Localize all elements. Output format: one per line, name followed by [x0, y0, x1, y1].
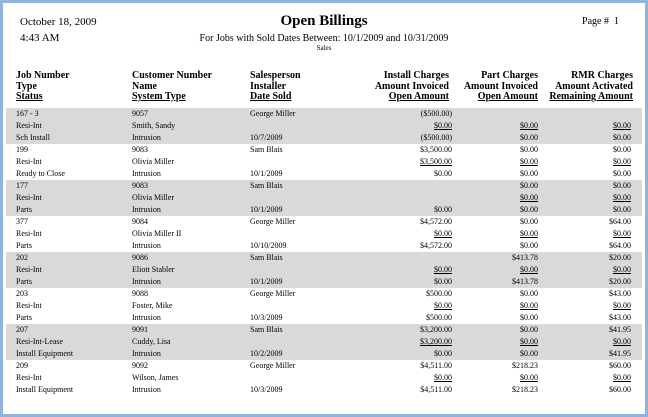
salesperson: George Miller	[250, 289, 296, 298]
customer-name: Olivia Miller	[132, 193, 174, 202]
install-charges: ($500.00)	[420, 109, 452, 118]
page-number-value: 1	[614, 16, 619, 27]
job-status: Parts	[16, 205, 32, 214]
part-open: $218.23	[512, 385, 538, 394]
rmr-activated: $0.00	[613, 193, 631, 202]
job-type: Resi-Int	[16, 157, 42, 166]
rmr-remaining: $43.00	[609, 313, 631, 322]
install-open: $0.00	[434, 277, 452, 286]
job-number: 203	[16, 289, 28, 298]
salesperson: Sam Blais	[250, 325, 283, 334]
job-status: Ready to Close	[16, 169, 65, 178]
install-open: $0.00	[434, 205, 452, 214]
part-open: $413.78	[512, 277, 538, 286]
rmr-remaining: $0.00	[613, 205, 631, 214]
header-install-invoiced: Amount Invoiced	[374, 80, 449, 92]
customer-name: Eliott Stabler	[132, 265, 175, 274]
part-charges: $218.23	[512, 361, 538, 370]
install-invoiced: $3,500.00	[420, 157, 452, 166]
rmr-activated: $0.00	[613, 373, 631, 382]
install-open: $0.00	[434, 349, 452, 358]
part-charges: $0.00	[520, 325, 538, 334]
rmr-remaining: $0.00	[613, 169, 631, 178]
customer-number: 9084	[132, 217, 148, 226]
salesperson: George Miller	[250, 361, 296, 370]
records-list	[6, 108, 642, 396]
rmr-activated: $0.00	[613, 301, 631, 310]
rmr-charges: $43.00	[609, 289, 631, 298]
customer-number: 9088	[132, 289, 148, 298]
customer-number: 9086	[132, 253, 148, 262]
header-part-invoiced: Amount Invoiced	[463, 80, 538, 92]
system-type: Intrusion	[132, 133, 161, 142]
part-invoiced: $0.00	[520, 373, 538, 382]
column-header-parts	[448, 71, 538, 103]
system-type: Intrusion	[132, 169, 161, 178]
system-type: Intrusion	[132, 313, 161, 322]
job-status: Parts	[16, 277, 32, 286]
column-header-install	[329, 71, 449, 103]
part-invoiced: $0.00	[520, 157, 538, 166]
salesperson: Sam Blais	[250, 181, 283, 190]
install-invoiced: $0.00	[434, 373, 452, 382]
customer-number: 9091	[132, 325, 148, 334]
job-number: 209	[16, 361, 28, 370]
header-part-open: Open Amount	[477, 91, 538, 102]
part-charges: $0.00	[520, 145, 538, 154]
install-invoiced: $0.00	[434, 301, 452, 310]
date-sold: 10/1/2009	[250, 205, 283, 214]
part-invoiced: $0.00	[520, 121, 538, 130]
job-number: 202	[16, 253, 28, 262]
customer-name: Olivia Miller II	[132, 229, 182, 238]
job-type: Resi-Int	[16, 373, 42, 382]
header-job-number: Job Number	[16, 70, 70, 81]
system-type: Intrusion	[132, 205, 161, 214]
install-open: ($500.00)	[420, 133, 452, 142]
part-open: $0.00	[520, 169, 538, 178]
rmr-charges: $20.00	[609, 253, 631, 262]
job-type: Resi-Int-Lease	[16, 337, 64, 346]
customer-name: Olivia Miller	[132, 157, 174, 166]
job-status: Sch Install	[16, 133, 50, 142]
rmr-remaining: $60.00	[609, 385, 631, 394]
system-type: Intrusion	[132, 241, 161, 250]
table-row[interactable]	[6, 360, 642, 396]
job-status: Install Equipment	[16, 385, 74, 394]
job-status: Parts	[16, 241, 32, 250]
install-invoiced: $0.00	[434, 121, 452, 130]
rmr-charges: $0.00	[613, 145, 631, 154]
rmr-remaining: $20.00	[609, 277, 631, 286]
job-type: Resi-Int	[16, 229, 42, 238]
column-header-rmr	[533, 71, 633, 103]
date-sold: 10/10/2009	[250, 241, 287, 250]
table-row[interactable]	[6, 180, 642, 216]
job-status: Install Equipment	[16, 349, 74, 358]
part-invoiced: $0.00	[520, 265, 538, 274]
install-open: $500.00	[426, 313, 452, 322]
customer-name: Cuddy, Lisa	[132, 337, 171, 346]
install-open: $0.00	[434, 169, 452, 178]
header-install-charges: Install Charges	[383, 70, 449, 81]
header-salesperson: Salesperson	[250, 70, 301, 81]
customer-number: 9083	[132, 181, 148, 190]
install-charges: $4,572.00	[420, 217, 452, 226]
part-charges: $413.78	[512, 253, 538, 262]
rmr-charges: $64.00	[609, 217, 631, 226]
header-date-sold: Date Sold	[250, 91, 292, 102]
header-rmr-activated: Amount Activated	[554, 80, 633, 92]
rmr-charges: $60.00	[609, 361, 631, 370]
customer-name: Wilson, James	[132, 373, 179, 382]
header-installer: Installer	[250, 80, 287, 92]
rmr-activated: $0.00	[613, 121, 631, 130]
header-install-open: Open Amount	[388, 91, 449, 102]
date-sold: 10/1/2009	[250, 169, 283, 178]
system-type: Intrusion	[132, 277, 161, 286]
customer-name: Foster, Mike	[132, 301, 173, 310]
table-row[interactable]	[6, 216, 642, 252]
job-number: 207	[16, 325, 28, 334]
part-invoiced: $0.00	[520, 193, 538, 202]
part-charges: $0.00	[520, 217, 538, 226]
job-number: 167 - 3	[16, 109, 39, 118]
customer-number: 9083	[132, 145, 148, 154]
install-invoiced: $3,200.00	[420, 337, 452, 346]
salesperson: George Miller	[250, 217, 296, 226]
report-page	[3, 3, 645, 414]
column-header-job	[16, 71, 126, 103]
job-status: Parts	[16, 313, 32, 322]
part-charges: $0.00	[520, 181, 538, 190]
header-system-type: System Type	[132, 91, 186, 102]
date-sold: 10/7/2009	[250, 133, 283, 142]
report-sales-label: Sales	[316, 44, 332, 52]
install-charges: $500.00	[426, 289, 452, 298]
customer-number: 9057	[132, 109, 148, 118]
job-number: 177	[16, 181, 28, 190]
date-sold: 10/1/2009	[250, 277, 283, 286]
rmr-charges: $0.00	[613, 181, 631, 190]
salesperson: Sam Blais	[250, 145, 283, 154]
date-sold: 10/3/2009	[250, 313, 283, 322]
header-customer-number: Customer Number	[132, 70, 213, 81]
column-headers	[3, 71, 645, 107]
table-row[interactable]	[6, 324, 642, 360]
rmr-charges: $41.95	[609, 325, 631, 334]
header-status: Status	[16, 91, 43, 102]
page-label: Page #	[582, 16, 609, 27]
part-open: $0.00	[520, 133, 538, 142]
part-open: $0.00	[520, 313, 538, 322]
rmr-remaining: $64.00	[609, 241, 631, 250]
page-number	[582, 16, 619, 27]
rmr-activated: $0.00	[613, 229, 631, 238]
table-row[interactable]	[6, 144, 642, 180]
part-open: $0.00	[520, 241, 538, 250]
header-name: Name	[132, 80, 157, 92]
part-open: $0.00	[520, 349, 538, 358]
part-invoiced: $0.00	[520, 229, 538, 238]
job-number: 199	[16, 145, 28, 154]
system-type: Intrusion	[132, 349, 161, 358]
install-invoiced: $0.00	[434, 229, 452, 238]
job-number: 377	[16, 217, 28, 226]
customer-number: 9092	[132, 361, 148, 370]
part-charges: $0.00	[520, 289, 538, 298]
part-invoiced: $0.00	[520, 337, 538, 346]
install-open: $4,572.00	[420, 241, 452, 250]
report-subtitle: For Jobs with Sold Dates Between: 10/1/2009 and 10/31/2009	[199, 33, 449, 44]
job-type: Resi-Int	[16, 265, 42, 274]
header-rmr-remaining: Remaining Amount	[549, 91, 633, 102]
job-type: Resi-Int	[16, 193, 42, 202]
install-charges: $3,500.00	[420, 145, 452, 154]
job-type: Resi-Int	[16, 301, 42, 310]
install-open: $4,511.00	[420, 385, 452, 394]
salesperson: George Miller	[250, 109, 296, 118]
system-type: Intrusion	[132, 385, 161, 394]
job-type: Resi-Int	[16, 121, 42, 130]
header-rmr-charges: RMR Charges	[571, 70, 633, 81]
part-open: $0.00	[520, 205, 538, 214]
install-invoiced: $0.00	[434, 265, 452, 274]
header-type: Type	[16, 80, 37, 92]
report-date: October 18, 2009	[20, 16, 97, 28]
salesperson: Sam Blais	[250, 253, 283, 262]
header-part-charges: Part Charges	[481, 70, 538, 81]
report-time: 4:43 AM	[20, 32, 60, 44]
install-charges: $4,511.00	[420, 361, 452, 370]
column-header-salesperson	[250, 71, 340, 103]
date-sold: 10/2/2009	[250, 349, 283, 358]
part-invoiced: $0.00	[520, 301, 538, 310]
rmr-activated: $0.00	[613, 337, 631, 346]
customer-name: Smith, Sandy	[132, 121, 176, 130]
table-row[interactable]	[6, 288, 642, 324]
report-title: Open Billings	[280, 13, 368, 29]
rmr-activated: $0.00	[613, 157, 631, 166]
install-charges: $3,200.00	[420, 325, 452, 334]
date-sold: 10/3/2009	[250, 385, 283, 394]
rmr-remaining: $41.95	[609, 349, 631, 358]
rmr-activated: $0.00	[613, 265, 631, 274]
table-row[interactable]	[6, 252, 642, 288]
rmr-remaining: $0.00	[613, 133, 631, 142]
column-header-customer	[132, 71, 247, 103]
table-row[interactable]	[6, 108, 642, 144]
